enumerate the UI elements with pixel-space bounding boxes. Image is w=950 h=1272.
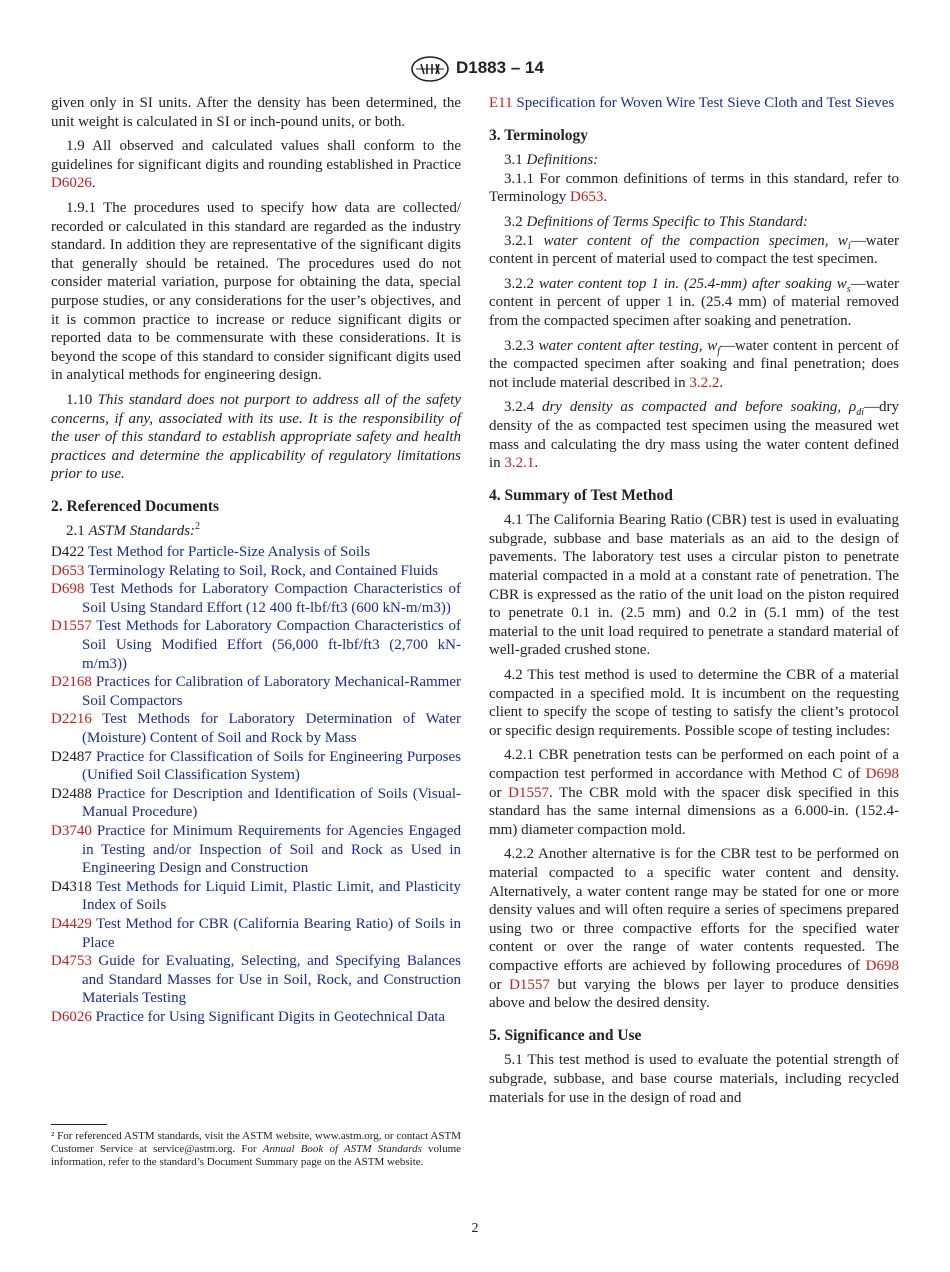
section-heading-significance: 5. Significance and Use [489, 1026, 642, 1044]
ref-link-3-2-1[interactable]: 3.2.1 [504, 455, 535, 472]
paragraph-5-1: 5.1 This test method is used to evaluate the potential strength of subgrade, subbase, and base course materials, including recycled materials for use in the design of road and [489, 1052, 899, 1106]
left-column [51, 94, 461, 1027]
paragraph-3-2-4: 3.2.4 dry density as compacted and before soaking, $\rho_{di}—dry$ density of the as compacted test specimen using the measured wet mass and calculating the dry mass using the water content defined in 3.2.1. [489, 399, 900, 472]
paragraph-continued: given only in SI units. After the density has been determined, the unit weight is calculated in SI or inch-pound units, or both. [51, 95, 461, 130]
paragraph-1-9: 1.9 All observed and calculated values shall conform to the guidelines for significant digits and rounding established in Practice D6026. [51, 138, 461, 192]
paragraph-3-2-2: 3.2.2 water content top 1 in. (25.4-mm) after soaking $w_s—water$ content in percent of upper 1 in. (25.4 mm) of material removed from the compacted specimen after soaking and penetration. [489, 275, 900, 329]
footnote-2: ² For referenced ASTM standards, visit the ASTM website, www.astm.org, or contact ASTM Customer Service at service@astm.org. For Annual Book of ASTM Standards volume information, refer to the standard’s Document Summary page on the ASTM website. [51, 1130, 462, 1169]
reference-item[interactable]: D2216 Test Methods for Laboratory Determination of Water (Moisture) Content of Soil and Rock by Mass [51, 711, 461, 746]
reference-item[interactable]: D2487 Practice for Classification of Soils for Engineering Purposes (Unified Soil Classification System) [51, 748, 462, 784]
paragraph-2-1: 2.1 ASTM Standards:$^2$ [66, 521, 201, 540]
ref-link-d1557[interactable]: D1557 [508, 784, 549, 801]
page-header [0, 56, 950, 84]
reference-item[interactable]: D3740 Practice for Minimum Requirements for Agencies Engaged in Testing and/or Inspection of Soil and Rock as Used in Engineering Design and Construction [51, 822, 461, 877]
reference-item[interactable]: D6026 Practice for Using Significant Digits in Geotechnical Data [51, 1008, 446, 1025]
reference-units: 3 (2,700 kN-m/m3)) [82, 637, 462, 672]
ref-link-d653[interactable]: D653 [570, 189, 604, 206]
reference-item[interactable]: D4753 Guide for Evaluating, Selecting, and Specifying Balances and Standard Masses for Use in Soil, Rock, and Construction Materials Testing [51, 953, 462, 1007]
ref-link-3-2-2[interactable]: 3.2.2 [689, 374, 720, 391]
reference-units: 3 (600 kN-m/m3)) [340, 599, 451, 616]
paragraph-3-1: 3.1 Definitions: [504, 152, 599, 169]
paragraph-3-2-1: 3.2.1 water content of the compaction specimen, $w_i—water$ content in percent of material used to compact the test specimen. [489, 232, 900, 268]
paragraph-1-9-1: 1.9.1 The procedures used to specify how data are collected/ recorded or calculated in this standard are regarded as the industry standard. In addition they are representative of the significant digits that generally should be retained. The procedures used do not consider material variation, purpose for obtaining the data, special purpose studies, or any considerations for the user’s objectives, and it is common practice to increase or reduce significant digits or reported data to be commensurate with these considerations. It is beyond the scope of this standard to consider significant digits used in analytical methods for engineering design. [51, 199, 461, 384]
paragraph-4-2: 4.2 This test method is used to determine the CBR of a material compacted in a specified mold. It is incumbent on the requesting client to specify the scope of testing to satisfy the client’s protocol or specific design requirements. Possible scope of testing includes: [489, 667, 899, 739]
section-heading-summary: 4. Summary of Test Method [489, 486, 673, 504]
reference-item[interactable]: D4429 Test Method for CBR (California Bearing Ratio) of Soils in Place [51, 915, 461, 951]
ref-link-d6026[interactable]: D6026 [51, 175, 92, 192]
reference-item[interactable]: D1557 Test Methods for Laboratory Compaction Characteristics of Soil Using Modified Effort (56,000 ft-lbf/ft3 (2,700 kN-m/m3)) [51, 618, 462, 672]
paragraph-3-1-1: 3.1.1 For common definitions of terms in this standard, refer to Terminology D653. [489, 170, 899, 206]
paragraph-4-2-1: 4.2.1 CBR penetration tests can be performed on each point of a compaction test performed in accordance with Method C of D698 or D1557. The CBR mold with the spacer disk specified in this standard has the same internal dimensions as a 6.000-in. (152.4-mm) diameter compaction mold. [489, 747, 899, 838]
reference-item[interactable]: D2488 Practice for Description and Identification of Soils (Visual-Manual Procedure) [51, 785, 462, 821]
paragraph-4-1: 4.1 The California Bearing Ratio (CBR) test is used in evaluating subgrade, subbase and base materials as an aid to the design of pavements. The laboratory test uses a circular piston to penetrate material compacted in a mold at a constant rate of penetration. The CBR is expressed as the ratio of the unit load on the piston required to penetrate 0.1 in. (2.5 mm) and 0.2 in (5.1 mm) of the test material to the unit load required to penetrate a standard material of well-graded crushed stone. [489, 512, 899, 659]
section-heading-referenced-documents: 2. Referenced Documents [51, 497, 220, 515]
reference-item-e11[interactable]: E11 Specification for Woven Wire Test Sieve Cloth and Test Sieves [489, 95, 895, 111]
reference-list [51, 543, 461, 1026]
standard-designation: D1883 – 14 [456, 58, 544, 77]
reference-item[interactable]: D422 Test Method for Particle-Size Analysis of Soils [51, 544, 371, 561]
reference-item[interactable]: D653 Terminology Relating to Soil, Rock, and Contained Fluids [51, 562, 439, 579]
astm-logo-icon [410, 56, 450, 82]
paragraph-3-2-3: 3.2.3 water content after testing, $w_f—water$ content in percent of the compacted specimen after soaking and final penetration; does not include material described in 3.2.2. [489, 337, 900, 391]
ref-link-d1557[interactable]: D1557 [509, 976, 550, 993]
ref-link-d698[interactable]: D698 [865, 957, 899, 974]
ref-link-d698[interactable]: D698 [865, 766, 899, 782]
paragraph-1-10: 1.10 This standard does not purport to address all of the safety concerns, if any, associated with its use. It is the responsibility of the user of this standard to establish appropriate safety and health practices and determine the applicability of regulatory limitations prior to use. [51, 391, 462, 483]
section-heading-terminology: 3. Terminology [489, 126, 589, 144]
paragraph-3-2: 3.2 Definitions of Terms Specific to This Standard: [504, 213, 808, 230]
page-number: 2 [471, 1221, 479, 1236]
reference-item[interactable]: D4318 Test Methods for Liquid Limit, Plastic Limit, and Plasticity Index of Soils [51, 878, 462, 914]
reference-item[interactable]: D2168 Practices for Calibration of Laboratory Mechanical-Rammer Soil Compactors [51, 674, 462, 709]
paragraph-4-2-2: 4.2.2 Another alternative is for the CBR test to be performed on material compacted to a specific water content and density. Alternatively, a water content range may be stated for one or more density values and will often require a series of specimens prepared using two or three compactive efforts for the specified water content or over the range of water contents requested. The compactive efforts are achieved by following procedures of D698 or D1557 but varying the blows per layer to produce densities above and below the desired density. [489, 846, 899, 1012]
right-column [489, 94, 899, 1113]
reference-item[interactable]: D698 Test Methods for Laboratory Compaction Characteristics of Soil Using Standard Effort (12 400 ft-lbf/ft3 (600 kN-m/m3)) [51, 581, 461, 616]
footnote-divider [51, 1124, 107, 1125]
